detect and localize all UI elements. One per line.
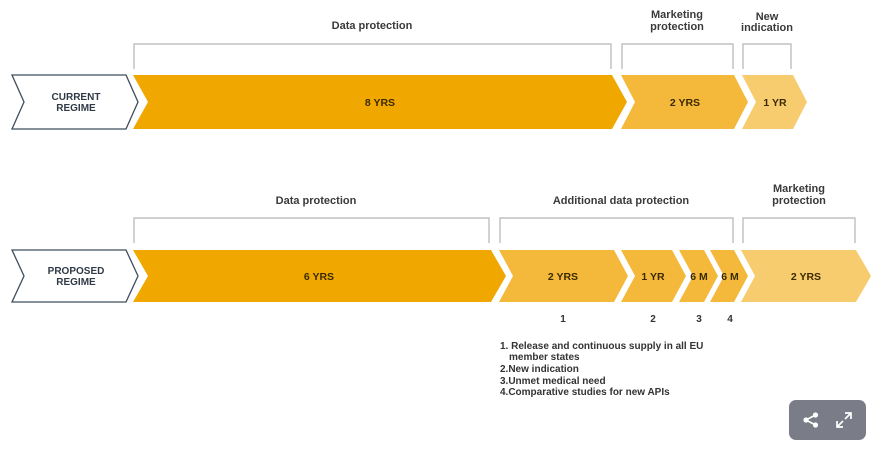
current-data-protection-bracket (134, 44, 611, 69)
footnote-number-3: 3 (696, 314, 702, 325)
proposed-segment-6yrs-label: 6 YRS (303, 271, 335, 283)
current-segment-1yr-label: 1 YR (763, 97, 787, 109)
current-regime-row (12, 9, 807, 129)
proposed-regime-row (12, 183, 871, 325)
proposed-regime-label-line2: REGIME (56, 277, 96, 288)
current-marketing-label-line1: Marketing (651, 9, 703, 21)
footnote-number-4: 4 (727, 314, 733, 325)
footnote-number-1: 1 (560, 314, 566, 325)
footnote-number-2: 2 (650, 314, 656, 325)
proposed-data-protection-label: Data protection (275, 195, 357, 207)
proposed-marketing-label-line1: Marketing (773, 183, 825, 195)
footnote-4: 4.Comparative studies for new APIs (500, 387, 670, 398)
current-marketing-label-line2: protection (650, 21, 704, 33)
proposed-segment-6m-b-label: 6 M (721, 271, 739, 283)
share-expand-toolbar (789, 400, 866, 440)
current-new-indication-bracket (743, 44, 791, 69)
footnote-1-continued: member states (509, 352, 580, 363)
proposed-marketing-bracket (743, 218, 855, 243)
current-regime-label-line1: CURRENT (51, 92, 101, 103)
proposed-regime-label-line1: PROPOSED (47, 266, 105, 277)
proposed-segment-6m-a-label: 6 M (690, 271, 708, 283)
proposed-segment-2yrs-b-label: 2 YRS (790, 271, 822, 283)
current-marketing-bracket (622, 44, 733, 69)
proposed-marketing-label-line2: protection (772, 195, 826, 207)
footnote-1: 1. Release and continuous supply in all EU (500, 341, 704, 352)
current-new-indication-label-line1: New (755, 11, 779, 23)
footnote-3: 3.Unmet medical need (500, 376, 606, 387)
share-icon[interactable] (800, 409, 822, 431)
proposed-additional-label: Additional data protection (552, 195, 690, 207)
footnote-2: 2.New indication (500, 364, 579, 375)
expand-icon[interactable] (833, 409, 855, 431)
proposed-segment-1yr-label: 1 YR (641, 271, 665, 283)
current-regime-label-line2: REGIME (56, 103, 96, 114)
current-data-protection-label: Data protection (331, 20, 413, 32)
current-segment-8yrs-label: 8 YRS (364, 97, 396, 109)
proposed-segment-2yrs-a-label: 2 YRS (547, 271, 579, 283)
current-new-indication-label-line2: indication (741, 22, 793, 34)
current-segment-2yrs-label: 2 YRS (669, 97, 701, 109)
proposed-data-protection-bracket (134, 218, 489, 243)
footnote-list (500, 341, 703, 398)
proposed-additional-bracket (500, 218, 733, 243)
